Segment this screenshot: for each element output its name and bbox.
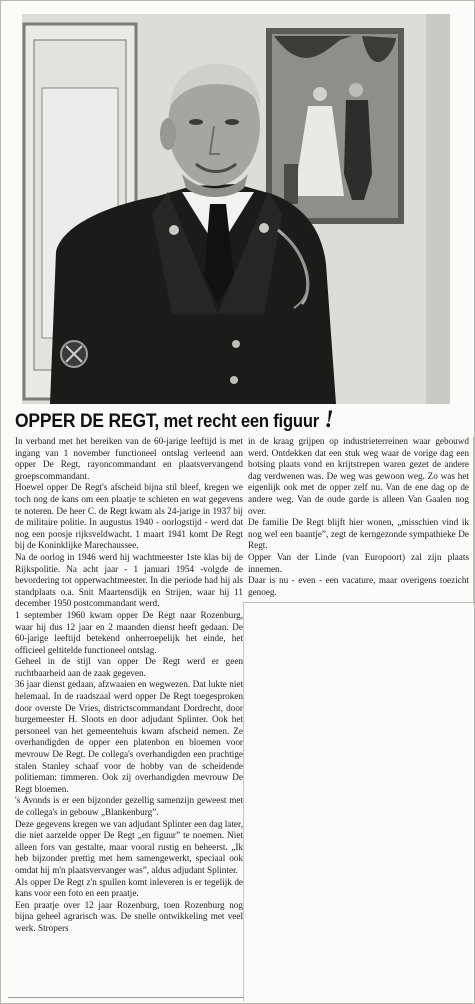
paragraph: Deze gegevens kregen we van adjudant Splinter een dag later, die niet aarzelde opper De Regt „en figuur” te noemen. Niet alleen fors van gestalte, maar vooral rustig en beheerst. „Ik heb bijzonder prettig met hem samengewerkt, speciaal ook omdat hij m'n plaatsvervanger was”, aldus adjudant Splinter. xyxy=(15,818,243,875)
article-column-1 xyxy=(15,436,243,996)
headline-exclamation: ! xyxy=(319,406,334,433)
paragraph: 36 jaar dienst gedaan, afzwaaien en wegwezen. Dat lukte niet helemaal. In de raadszaal werd opper De Regt toegesproken door overste De Vries, districtscommandant Dordrecht, door burgemeester H. Sloots en door adjudant Splinter. Ook het personeel van het gemeentehuis kwam afscheid nemen. Ze overhandigden de opper een platenbon en bloemen voor mevrouw De Regt. De collega's overhandigden een prachtige stalen Stanley schaaf voor de hobby van de scheidende politieman: timmeren. Ook zij overhandigden mevrouw De Regt bloemen. xyxy=(15,679,243,794)
article-column-2 xyxy=(243,436,473,602)
paragraph: Opper Van der Linde (van Europoort) zal zijn plaats innemen. xyxy=(248,551,469,574)
paragraph: Als opper De Regt z'n spullen komt inleveren is er tegelijk de kans voor een foto en een praatje. xyxy=(15,876,243,899)
paragraph: De familie De Regt blijft hier wonen, „misschien vind ik nog wel een baantje”, zegt de kerngezonde sympathieke De Regt. xyxy=(248,517,469,551)
paragraph: Geheel in de stijl van opper De Regt werd er geen ruchtbaarheid aan de zaak gegeven. xyxy=(15,656,243,678)
headline-main: OPPER DE REGT, xyxy=(15,411,160,432)
clipping-bottom-edge xyxy=(8,997,244,998)
paragraph: 's Avonds is er een bijzonder gezellig samenzijn geweest met de collega's in gebouw „Blankenburg”. xyxy=(15,795,243,817)
paragraph: Daar is nu - even - een vacature, maar overigens toezicht genoeg. xyxy=(248,575,469,597)
headline-rest: met recht een figuur xyxy=(159,411,320,431)
paragraph: Na de oorlog in 1946 werd hij wachtmeester 1ste klas bij de Rijkspolitie. Na acht jaar - 1 januari 1954 -volgde de bevordering tot opperwachtmeester. In die periode had hij als standplaats o.a. Snit Maartensdijk en Strijen, waar hij 11 december 1950 postcommandant werd. xyxy=(15,551,243,609)
paragraph: Hoewel opper De Regt's afscheid bijna stil bleef, kregen we toch nog de kans om een plaatje te schieten en wat gegevens te noteren. De heer C. de Regt kwam als 24-jarige in 1937 bij de militaire politie. In augustus 1940 - oorlogstijd - werd dat nog een poosje rijksveldwacht. 1 maart 1941 komt De Regt bij de Koninklijke Marechaussee. xyxy=(15,482,243,551)
article-photo xyxy=(22,14,450,404)
clipping-edge xyxy=(243,602,244,1002)
photo-illustration xyxy=(22,14,450,404)
article-headline xyxy=(15,405,434,435)
paragraph: Een praatje over 12 jaar Rozenburg, toen Rozenburg nog bijna geheel agrarisch was. De snelle ontwikkeling met veel werk. Stropers xyxy=(15,899,243,933)
paragraph: in de kraag grijpen op industrieterreinen waar gebouwd werd. Ontdekken dat een stuk weg waar de vorige dag een botsing plaats vond en krijtstrepen waren gezet de andere dag verdwenen was. De weg was gewoon weg. Zo was het eigenlijk ook met de opper zelf nu. Van de ene dag op de andere weg. Van de oude garde is alleen Van Gaalen nog over. xyxy=(248,436,469,516)
paragraph: 1 september 1960 kwam opper De Regt naar Rozenburg, waar hij dus 12 jaar en 2 maanden dienst heeft gedaan. De 60-jarige leeftijd betekend onherroepelijk het einde, het officieel geltitelde functioneel ontslag. xyxy=(15,609,243,655)
paragraph: In verband met het bereiken van de 60-jarige leeftijd is met ingang van 1 november functioneel ontslag verleend aan opper De Regt, rayoncommandant en plaatsvervangend groepscommandant. xyxy=(15,436,243,481)
